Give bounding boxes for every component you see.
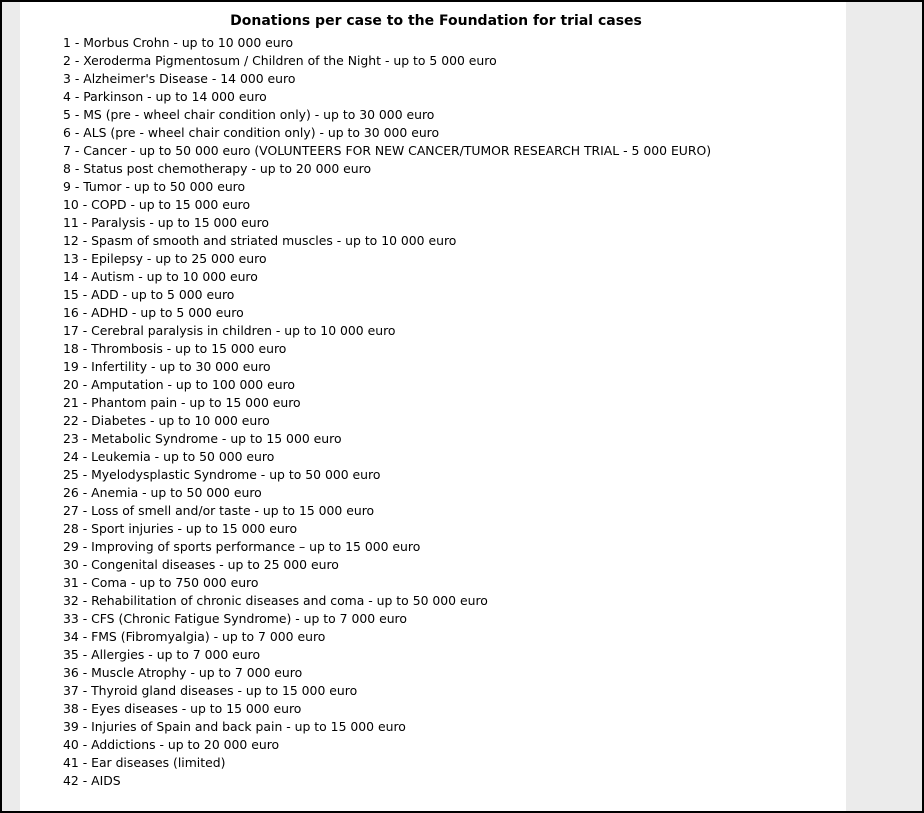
list-item: 5 - MS (pre - wheel chair condition only) - up to 30 000 euro [63,107,435,122]
document-page [20,2,846,811]
list-item: 39 - Injuries of Spain and back pain - up to 15 000 euro [63,719,406,734]
list-item: 40 - Addictions - up to 20 000 euro [63,737,280,752]
list-item: 28 - Sport injuries - up to 15 000 euro [63,521,298,536]
list-item: 24 - Leukemia - up to 50 000 euro [63,449,275,464]
list-item: 20 - Amputation - up to 100 000 euro [63,377,296,392]
list-item: 42 - AIDS [63,773,121,788]
list-item: 15 - ADD - up to 5 000 euro [63,287,235,302]
list-item: 11 - Paralysis - up to 15 000 euro [63,215,269,230]
list-item: 6 - ALS (pre - wheel chair condition only) - up to 30 000 euro [63,125,440,140]
list-item: 16 - ADHD - up to 5 000 euro [63,305,244,320]
list-item: 7 - Cancer - up to 50 000 euro (VOLUNTEERS FOR NEW CANCER/TUMOR RESEARCH TRIAL - 5 000 EURO) [63,143,712,158]
list-item: 3 - Alzheimer's Disease - 14 000 euro [63,71,296,86]
list-item: 18 - Thrombosis - up to 15 000 euro [63,341,287,356]
list-item: 14 - Autism - up to 10 000 euro [63,269,258,284]
list-item: 37 - Thyroid gland diseases - up to 15 000 euro [63,683,358,698]
list-item: 21 - Phantom pain - up to 15 000 euro [63,395,301,410]
list-item: 22 - Diabetes - up to 10 000 euro [63,413,270,428]
list-item: 36 - Muscle Atrophy - up to 7 000 euro [63,665,303,680]
page-title: Donations per case to the Foundation for trial cases [230,13,642,29]
list-item: 26 - Anemia - up to 50 000 euro [63,485,262,500]
list-item: 33 - CFS (Chronic Fatigue Syndrome) - up to 7 000 euro [63,611,407,626]
list-item: 25 - Myelodysplastic Syndrome - up to 50 000 euro [63,467,381,482]
list-item: 38 - Eyes diseases - up to 15 000 euro [63,701,302,716]
list-item: 19 - Infertility - up to 30 000 euro [63,359,271,374]
donation-list [63,34,711,790]
list-item: 9 - Tumor - up to 50 000 euro [63,179,246,194]
list-item: 8 - Status post chemotherapy - up to 20 000 euro [63,161,372,176]
list-item: 29 - Improving of sports performance – up to 15 000 euro [63,539,421,554]
list-item: 35 - Allergies - up to 7 000 euro [63,647,261,662]
list-item: 31 - Coma - up to 750 000 euro [63,575,259,590]
list-item: 10 - COPD - up to 15 000 euro [63,197,251,212]
list-item: 2 - Xeroderma Pigmentosum / Children of the Night - up to 5 000 euro [63,53,497,68]
list-item: 30 - Congenital diseases - up to 25 000 euro [63,557,339,572]
list-item: 12 - Spasm of smooth and striated muscles - up to 10 000 euro [63,233,457,248]
list-item: 4 - Parkinson - up to 14 000 euro [63,89,267,104]
list-item: 34 - FMS (Fibromyalgia) - up to 7 000 euro [63,629,326,644]
list-item: 13 - Epilepsy - up to 25 000 euro [63,251,267,266]
list-item: 23 - Metabolic Syndrome - up to 15 000 euro [63,431,342,446]
list-item: 32 - Rehabilitation of chronic diseases and coma - up to 50 000 euro [63,593,488,608]
list-item: 1 - Morbus Crohn - up to 10 000 euro [63,35,294,50]
list-item: 17 - Cerebral paralysis in children - up to 10 000 euro [63,323,396,338]
list-item: 41 - Ear diseases (limited) [63,755,226,770]
list-item: 27 - Loss of smell and/or taste - up to 15 000 euro [63,503,375,518]
